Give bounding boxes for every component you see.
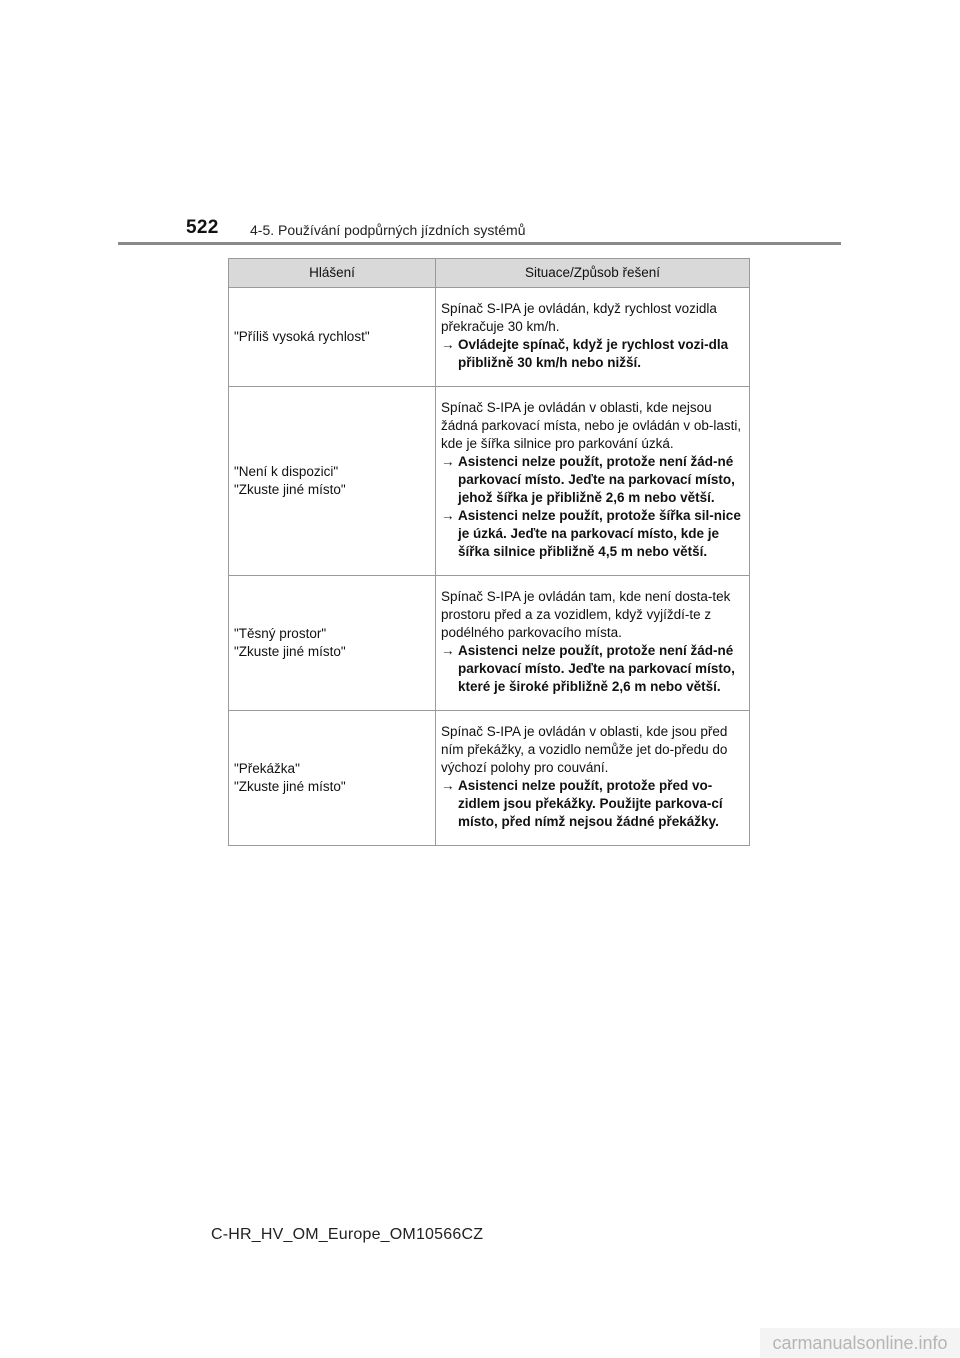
watermark-link[interactable]: carmanualsonline.info bbox=[760, 1328, 960, 1358]
message-text: "Překážka" bbox=[234, 761, 300, 776]
section-title: 4-5. Používání podpůrných jízdních systémů bbox=[250, 222, 526, 238]
situation-text: Spínač S-IPA je ovládán v oblasti, kde jsou před ním překážky, a vozidlo nemůže jet do-předu do výchozí polohy pro couvání. bbox=[441, 724, 728, 775]
situation-text: Spínač S-IPA je ovládán v oblasti, kde nejsou žádná parkovací místa, nebo je ovládán v ob-lasti, kde je šířka silnice pro parkování úzká. bbox=[441, 400, 742, 451]
solution-step-text: Asistenci nelze použít, protože není žád-né parkovací místo. Jeďte na parkovací místo, jehož šířka je přibližně 2,6 m nebo větší. bbox=[458, 454, 735, 505]
solution-step-text: Asistenci nelze použít, protože šířka sil-nice je úzká. Jeďte na parkovací místo, kde je šířka silnice přibližně 4,5 m nebo větší. bbox=[458, 508, 741, 559]
page-number: 522 bbox=[186, 217, 219, 238]
solution-step bbox=[441, 507, 745, 561]
table-body bbox=[229, 288, 750, 846]
solution-step bbox=[441, 336, 745, 372]
message-text: "Zkuste jiné místo" bbox=[234, 644, 346, 659]
message-cell bbox=[229, 576, 436, 711]
table-header-row bbox=[229, 259, 750, 288]
solution-step-text: Ovládejte spínač, když je rychlost vozi-dla přibližně 30 km/h nebo nižší. bbox=[458, 337, 729, 370]
table-row bbox=[229, 387, 750, 576]
arrow-right-icon: → bbox=[441, 508, 455, 523]
solution-cell bbox=[436, 576, 750, 711]
situation-text: Spínač S-IPA je ovládán, když rychlost vozidla překračuje 30 km/h. bbox=[441, 301, 717, 334]
solution-step-text: Asistenci nelze použít, protože není žád-né parkovací místo. Jeďte na parkovací místo, které je široké přibližně 2,6 m nebo větší. bbox=[458, 643, 735, 694]
table-row bbox=[229, 576, 750, 711]
message-text: "Příliš vysoká rychlost" bbox=[234, 329, 370, 344]
column-header-message: Hlášení bbox=[229, 259, 436, 288]
message-text: "Těsný prostor" bbox=[234, 626, 327, 641]
solution-cell bbox=[436, 288, 750, 387]
arrow-right-icon: → bbox=[441, 337, 455, 352]
message-cell bbox=[229, 711, 436, 846]
solution-step bbox=[441, 642, 745, 696]
page-header bbox=[0, 0, 960, 250]
solution-cell bbox=[436, 711, 750, 846]
table-row bbox=[229, 288, 750, 387]
column-header-solution: Situace/Způsob řešení bbox=[436, 259, 750, 288]
solution-step bbox=[441, 777, 745, 831]
solution-cell bbox=[436, 387, 750, 576]
table-row bbox=[229, 711, 750, 846]
arrow-right-icon: → bbox=[441, 778, 455, 793]
message-cell bbox=[229, 288, 436, 387]
header-divider bbox=[118, 242, 841, 245]
situation-text: Spínač S-IPA je ovládán tam, kde není dosta-tek prostoru před a za vozidlem, když vyjíždí-te z podélného parkovacího místa. bbox=[441, 589, 731, 640]
arrow-right-icon: → bbox=[441, 643, 455, 658]
messages-table bbox=[228, 258, 750, 846]
message-text: "Zkuste jiné místo" bbox=[234, 482, 346, 497]
arrow-right-icon: → bbox=[441, 454, 455, 469]
solution-step-text: Asistenci nelze použít, protože před vo-zidlem jsou překážky. Použijte parkova-cí místo, před nímž nejsou žádné překážky. bbox=[458, 778, 723, 829]
solution-step bbox=[441, 453, 745, 507]
message-text: "Zkuste jiné místo" bbox=[234, 779, 346, 794]
message-cell bbox=[229, 387, 436, 576]
message-text: "Není k dispozici" bbox=[234, 464, 339, 479]
document-id: C-HR_HV_OM_Europe_OM10566CZ bbox=[211, 1226, 484, 1243]
